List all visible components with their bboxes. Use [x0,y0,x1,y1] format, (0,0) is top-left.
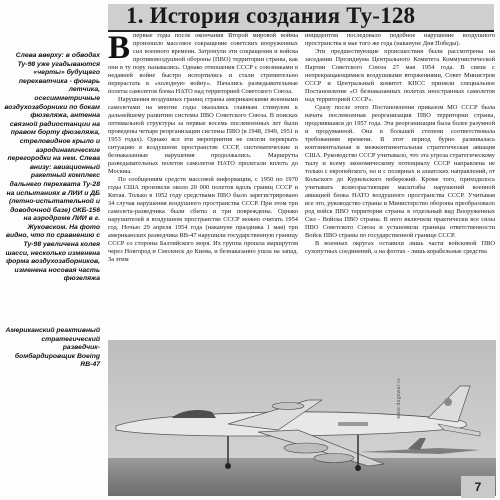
text-column-1 [108,32,298,336]
aircraft-photo-illustration [108,340,496,496]
aircraft-photo [108,340,496,496]
text-column-2 [305,32,495,336]
dropcap: В [108,32,131,66]
caption-bottom: Американский реактивный стратегический разведчик-бомбардировщик Boeing RB-47 [5,327,100,369]
paragraph: Нарушения воздушных границ страны американскими военными самолетами на многие годы оказались главным стимулом к дальнейшему развитию системы ПВО Советского Союза. В поисках оптимальной структуры за первые восемь послевоенных лет были проведены четыре реорганизации системы ПВО (в 1948, 1949, 1951 и 1953 годах). Однако все эти мероприятия не смогли перекрыть ситуацию в воздушном пространстве СССР, систематические и безнаказанные нарушения продолжались. Маршруты разведывательных полетов самолетов НАТО пролегали вплоть до Москвы. [108,96,298,175]
paragraph: Эти предшествующие происшествия были рассмотрены на заседании Президиума Центрального Комитета Коммунистической Партии Советского Союза 27 мая 1954 года. В связи с непрекращающимися воздушными вторжениями, Совет Министров СССР и Центральный комитет КПСС приняли специальное Постановление «О безнаказанных полетах иностранных самолетов над территорией СССР». [305,48,495,103]
paragraph: По сообщениям средств массовой информации, с 1950 по 1970 годы США произвели около 20 000 полетов вдоль границ СССР и Китая. Только в 1952 году средствами ПВО было зарегистрировано 34 случая нарушения воздушного пространства СССР. При этом три самолета-разведчика были сбиты и три повреждены. Однако нарушителей в воздушном пространстве СССР можно считать 1954 год. Ночью 29 апреля 1954 года (накануне праздника 1 мая) три американских разведчика RB-47 нарушили государственную границу СССР со стороны Балтийского моря. Их группа прошла маршрутом через Новгород и Смоленск до Киева, и безнаказанно ушла на запад. За этим [108,176,298,263]
page-title: 1. История создания Ту-128 [126,3,416,28]
paragraph: первые годы после окончания Второй мировой войны произошло массовое сокращение советских вооруженных сил военного времени. Затронули эти сокращения и войска противовоздушной обороны (ПВО) территории страны, как они в ту пору назывались. Однако отношения СССР с союзниками в недавней войне быстро испортились и стали стремительно перерастать в «холодную войну». Начались разведывательные полеты самолетов блока НАТО над территорией Советского Союза. [108,32,298,95]
caption-top: Слева вверху: в обводах Ту-98 уже угадываются «черты» будущего перехватчика - фонарь летчика, осесимметричные воздухозаборники по бокам фюзеляжа, антенна связной радиостанции на правом борту фюзеляжа, стреловидное крыло и аэродинамические перегородки на нем. Слева внизу: авиационный ракетный комплекс дальнего перехвата Ту-28 на испытаниях в ЛИИ и ДБ (летно-испытательной и доводочной базе) ОКБ-156 на аэродроме ЛИИ в г. Жуковском. На фото видно, что по сравнению с Ту-98 увеличена колея шасси, несколько изменена форма воздухозаборников, изменена носовая часть фюзеляжа [4,52,100,283]
watermark: www.dogswar.ru [396,378,402,419]
paragraph: В военных округах оставили лишь части войсковой ПВО сухопутных соединений, а на флотах - лишь корабельные средства [305,240,495,255]
paragraph: инцидентом последовало подобное нарушение воздушного пространства в мае того же года (накануне Дня Победы). [305,32,495,47]
page-number: 7 [461,476,495,498]
paragraph: Сразу после этого Постановления приказом МО СССР была начата послевоенная реорганизация ПВО территории страны, продлившаяся до 1957 года. Эта реорганизация была более разумной и продуманной. Она в большей степени соответствовала требованиям времени. В этот период бурно развивалась континентальная и межконтинентальная стратегическая авиация США. Руководство СССР учитывало, что эта угроза стратегическому тылу и всему экономическому потенциалу СССР направлена не только с европейского, но и с полярных и азиатских направлений, от Кольского до Курильского побережий. Кроме того, приходилось учитывать всевозрастающие масштабы нарушений военной авиацией блока НАТО воздушного пространства СССР. Учитывая все это, руководство страны и Министерство обороны преобразовало род войск ПВО территории страны в отдельный вид Вооруженных Сил - Войска ПВО страны. В него включили практически все силы ПВО Советского Союза и установили границы ответственности Войск ПВО страны по государственной границе СССР. [305,104,495,239]
